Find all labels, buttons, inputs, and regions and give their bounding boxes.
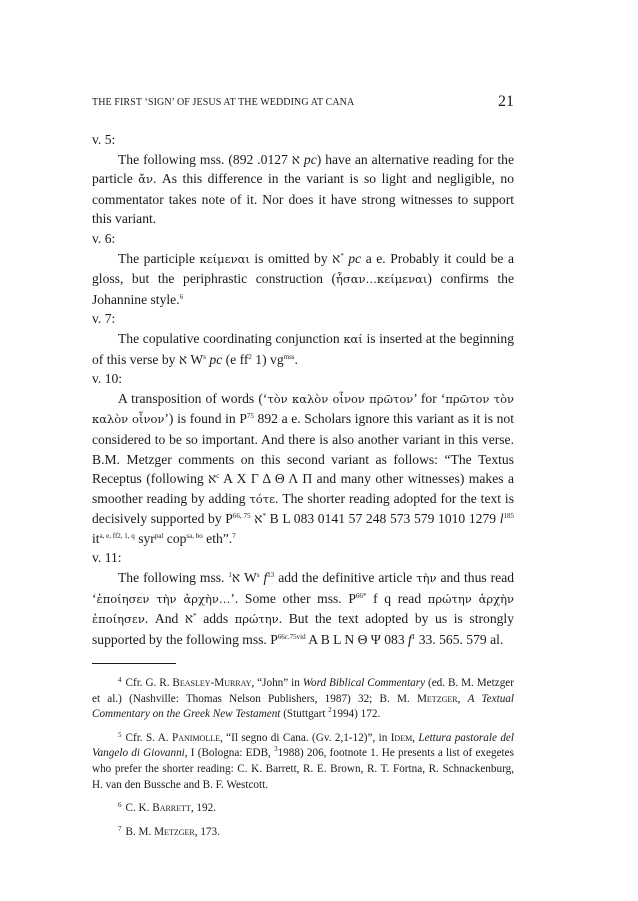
footnote-5: $^5$ Cfr. S. A. Panimolle, “Il segno di Cana. (Gv. 2,1-12)”, in Idem, Lettura pastorale del Vangelo di Giovanni, I (Bologna: EDB, $^3$1988) 206, footnote 1. He presents a list of exegetes who prefer the shorter reading: C. K. Barrett, R. E. Brown, R. T. Fortna, R. Schnackenburg, H. van den Bussche and B. F. Westcott.: [92, 730, 514, 791]
verse-label-v5: v. 5:: [92, 132, 116, 147]
page-header: [92, 93, 514, 113]
verse-label-v7: v. 7:: [92, 311, 116, 327]
running-head: THE FIRST ‘SIGN’ OF JESUS AT THE WEDDING AT CANA: [92, 97, 355, 108]
footnotes: [92, 676, 514, 848]
verse-paragraph-v11: The following mss. א$^1$ $W^s$ $f^{13}$ add the definitive article τὴν and thus read ‘ἐποίησεν τὴν ἀρχὴν…’. Some other mss. $P^{66*}$ f q read πρώτην ἀρχὴν ἐποίησεν. And א* adds πρώτην. But the text adopted by us is strongly supported by the following mss. $P^{66c.75vid}$ A B L N Θ Ψ 083 $f^1$ 33. 565. 579 al.: [92, 570, 515, 647]
verse-label-v10: v. 10:: [92, 371, 123, 387]
verse-paragraph-v6: The participle κείμεναι is omitted by א* pc a e. Probably it could be a gloss, but the periphrastic construction (ἦσαν…κείμεναι) confirms the Johannine style.$^6$: [92, 250, 515, 307]
footnote-4: $^4$ Cfr. G. R. Beasley-Murray, “John” in Word Biblical Commentary (ed. B. M. Metzger et al.) (Nashville: Thomas Nelson Publishers, 1987) 32; B. M. Metzger, A Textual Commentary on the Greek New Testament (Stuttgart $^2$1994) 172.: [92, 676, 514, 721]
footnote-7: $^7$ B. M. Metzger, 173.: [118, 824, 220, 838]
footnote-divider: [92, 663, 176, 664]
verse-label-v6: v. 6:: [92, 230, 116, 246]
verse-paragraph-v5: The following mss. ( א 0127. 892 pc) have an alternative reading for the particle ἄν. As this difference in the variant is so light and negligible, no commentator takes note of it. Nor does it have strong witnesses to support this variant.: [92, 151, 515, 227]
verse-label-v11: v. 11:: [92, 550, 122, 566]
footnote-ref[interactable]: 6: [179, 292, 184, 301]
footnote-6: $^6$ C. K. Barrett, 192.: [118, 801, 216, 815]
verse-paragraph-v7: The copulative coordinating conjunction καί is inserted at the beginning of this verse by א $W^s$ pc (e $ff^2$ 1) $vg^{mss}$.: [92, 330, 514, 367]
footnote-ref[interactable]: 7: [232, 531, 236, 540]
verse-paragraph-v10: A transposition of words (‘τὸν καλὸν οἶνον πρῶτον’ for ‘πρῶτον τὸν καλὸν οἶνον’) is found in $P^{75}$ 892 a e. Scholars ignore this variant as it is not considered to be so important. And there is also another variant in this verse. B.M. Metzger comments on this second variant as follows: “The Textus Receptus (following א$^c$ A X Γ Δ Θ Λ Π and many other witnesses) makes a smoother reading by adding τότε. The shorter reading adopted for the text is decisively supported by P$^{66, 75}$ א* B L 083 0141 57 248 573 579 1010 1279 $l^{185}$ $it^{a, e, ff2, 1, q}$ syr$^{pal}$ cop$^{sa, bo}$ eth”.$^7$: [92, 390, 515, 546]
page-number: 21: [498, 93, 514, 110]
main-text: [92, 130, 514, 649]
